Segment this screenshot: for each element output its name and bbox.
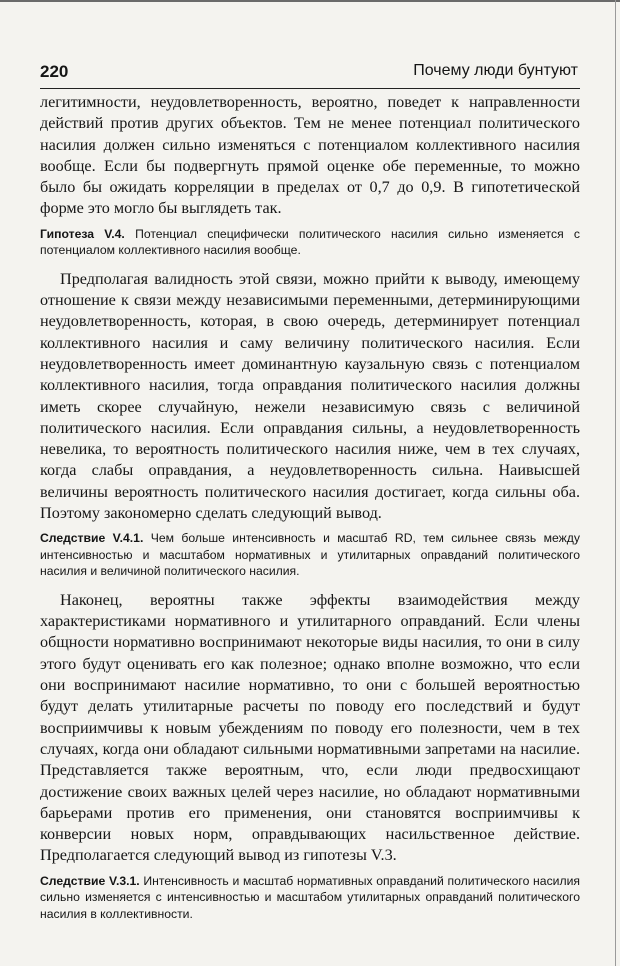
- hypothesis-v4-label: Гипотеза V.4.: [40, 226, 125, 241]
- hypothesis-v4-text: Потенциал специфически политического насилия сильно изменяется с потенциалом коллективного насилия вообще.: [40, 226, 581, 258]
- corollary-v41-label: Следствие V.4.1.: [40, 531, 144, 546]
- right-edge-rule: [615, 0, 616, 966]
- paragraph-1: легитимности, неудовлетворенность, вероятно, поведет к направленности действий против других объектов. Тем не менее потенциал политического насилия должен сильно изменяться с потенциалом коллективного насилия вообще. Если бы подвергнуть прямой оценке обе переменные, то можно было бы ожидать корреляции в пределах от 0,7 до 0,9. В гипотетической форме это могло бы выглядеть так.: [40, 93, 580, 218]
- corollary-v41-text: Чем больше интенсивность и масштаб RD, тем сильнее связь между интенсивностью и масштабом нормативных и утилитарных оправданий политического насилия и величиной политического насилия.: [40, 531, 581, 579]
- paragraph-3: Наконец, вероятны также эффекты взаимодействия между характеристиками нормативного и утилитарного оправданий. Если члены общности нормативно воспринимают некоторые виды насилия, то они в силу этого будут оценивать его как полезное; однако вполне возможно, что если они воспринимают насилие нормативно, то они с большей вероятностью будут делать утилитарные расчеты по поводу его последствий и будут восприимчивы к новым убеждениям по поводу его полезности, чем в тех случаях, когда они обладают сильными нормативными запретами на насилие. Представляется также вероятным, что, если люди предвосхищают достижение своих важных целей через насилие, но обладают нормативными барьерами против его применения, они становятся восприимчивы к конверсии новых норм, оправдывающих насильственное действие. Предполагается следующий вывод из гипотезы V.3.: [40, 590, 580, 865]
- corollary-v31: [40, 873, 580, 923]
- corollary-v31-text: Интенсивность и масштаб нормативных оправданий политического насилия сильно изменяется с интенсивностью и масштабом утилитарных оправданий политического насилия в коллективности.: [40, 873, 580, 921]
- page-header: [40, 60, 580, 89]
- top-edge-rule: [0, 0, 620, 2]
- hypothesis-v4: [40, 226, 580, 259]
- corollary-v41: [40, 530, 580, 580]
- page-content: [40, 92, 580, 922]
- page-number: 220: [40, 62, 69, 81]
- running-title: Почему люди бунтуют: [413, 62, 578, 79]
- paragraph-2: Предполагая валидность этой связи, можно прийти к выводу, имеющему отношение к связи между независимыми переменными, детерминирующими неудовлетворенность, которая, в свою очередь, детерминирует потенциал коллективного насилия и саму величину политического насилия. Если неудовлетворенность имеет доминантную каузальную связь с потенциалом коллективного насилия, тогда оправдания политического насилия должны иметь скорее случайную, нежели независимую связь с величиной политического насилия. Если оправдания сильны, а неудовлетворенность невелика, то вероятность политического насилия ниже, чем в тех случаях, когда слабы оправдания, а неудовлетворенность сильна. Наивысшей величины вероятность политического насилия достигает, когда сильны оба. Поэтому закономерно сделать следующий вывод.: [40, 269, 580, 523]
- corollary-v31-label: Следствие V.3.1.: [40, 873, 140, 888]
